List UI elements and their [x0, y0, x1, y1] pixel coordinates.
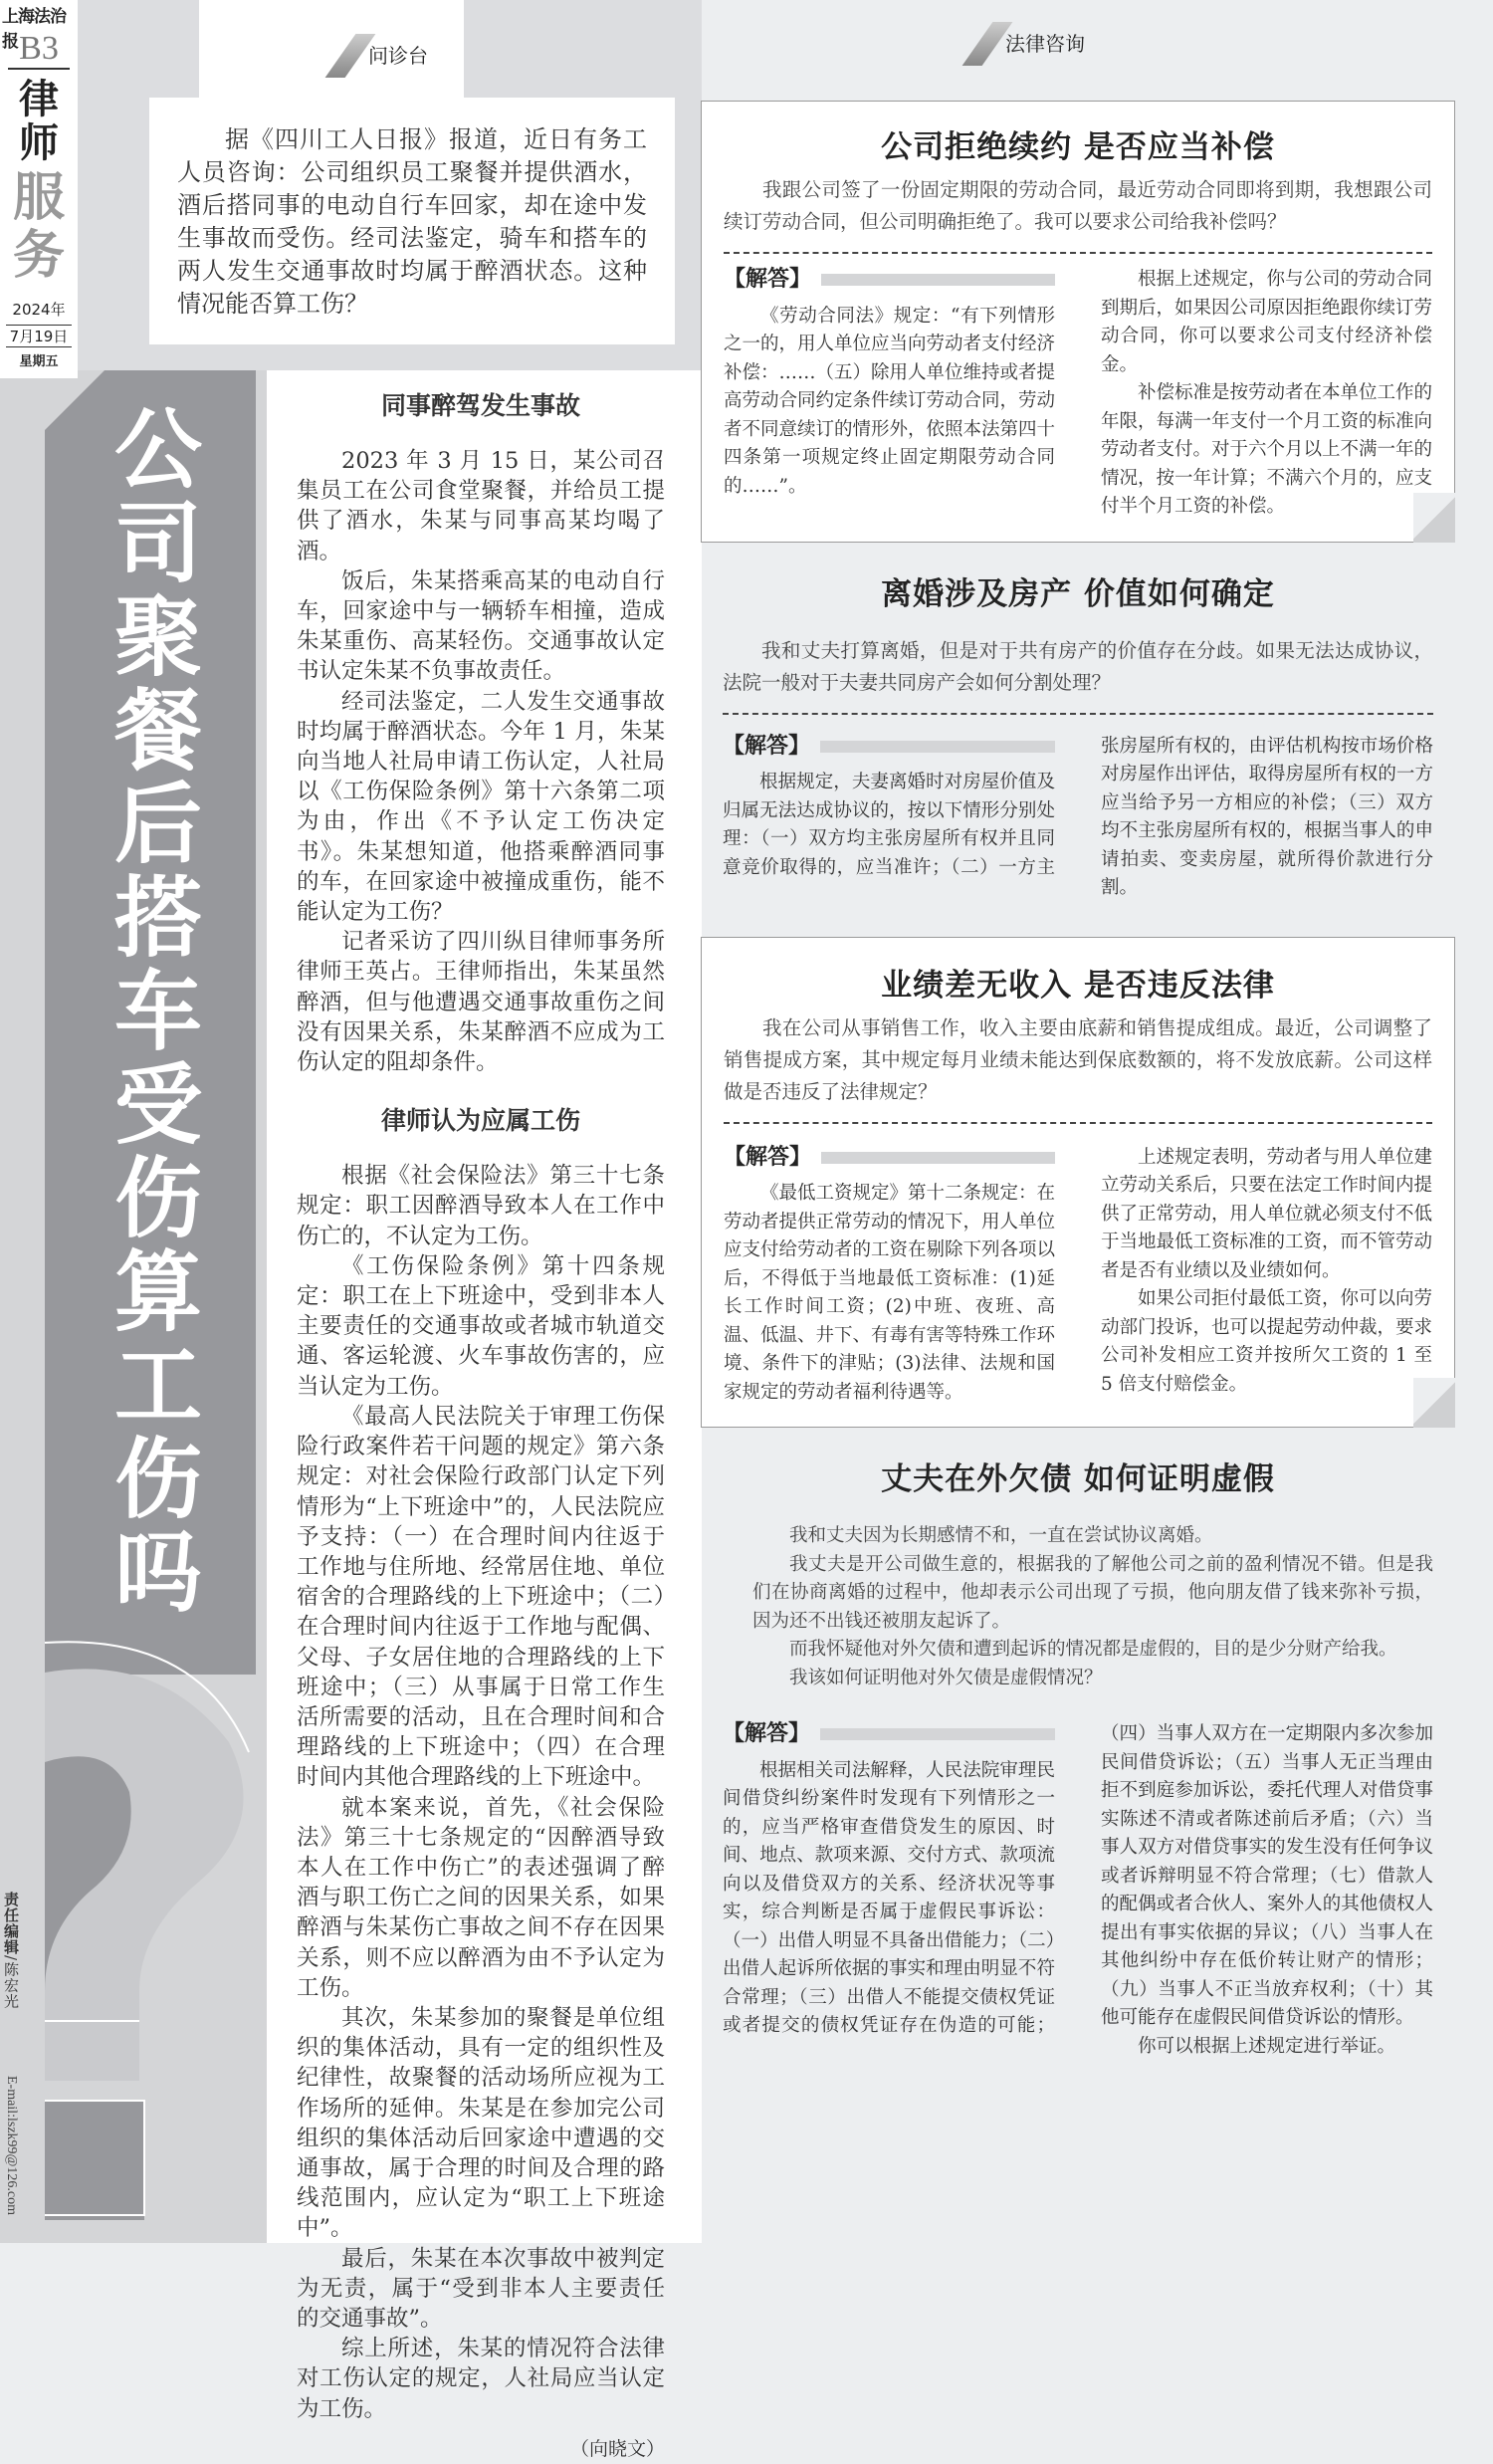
editor-email[interactable]: E-mail:lszk99@126.com	[4, 2076, 19, 2216]
paragraph: 就本案来说，首先，《社会保险法》第三十七条规定的“因醉酒导致本人在工作中伤亡”的表述强调了醉酒与职工伤亡之间的因果关系，如果醉酒与朱某伤亡事故之间不存在因果关系，则不应以醉酒为由不予认定为工伤。	[297, 1794, 665, 2001]
answer-header	[724, 1144, 1055, 1173]
paragraph: 而我怀疑他对外欠债和遭到起诉的情况都是虚假的，目的是少分财产给我。	[789, 1639, 1397, 1660]
answer-paragraphs	[724, 1144, 1432, 1408]
section-tag-consult	[1005, 28, 1085, 57]
paragraph: 我和丈夫打算离婚，但是对于共有房产的价值存在分歧。如果无法达成协议，法院一般对于夫妻共同房产会如何分割处理？	[723, 638, 1433, 694]
issue-date: 7月19日	[6, 325, 72, 347]
divider	[723, 713, 1433, 715]
main-headline: 公司聚餐后搭车受伤算工伤吗	[102, 403, 198, 1620]
section-tag-label: 法律咨询	[1005, 32, 1085, 56]
qa-question	[723, 635, 1433, 699]
qa-question	[724, 1012, 1432, 1108]
answer-paragraphs	[724, 266, 1432, 522]
masthead	[0, 0, 78, 378]
editor-label: 责任编辑	[2, 1892, 20, 1955]
qa-title: 业绩差无收入 是否违反法律	[881, 967, 1275, 1004]
section-title: 同事醉驾发生事故	[380, 391, 580, 420]
answer-bar	[820, 741, 1055, 753]
section-name-b: 服务	[12, 167, 65, 286]
section-tag-clinic	[368, 40, 428, 69]
paragraph: 《最高人民法院关于审理工伤保险行政案件若干问题的规定》第六条规定：对社会保险行政部门认定下列情形为“上下班途中”的，人民法院应予支持：（一）在合理时间内往返于工作地与住所地、经常居住地、单位宿舍的合理路线的上下班途中；（二）在合理时间内往返于工作地与配偶、父母、子女居住地的合理路线的上下班途中；（三）从事属于日常工作生活所需要的活动，且在合理时间和合理路线的上下班途中；（四）在合理时间内其他合理路线的上下班途中。	[297, 1403, 665, 1791]
answer-header	[724, 266, 1055, 295]
answer-header	[723, 1720, 1055, 1749]
qa-card	[701, 568, 1455, 913]
right-column	[701, 101, 1455, 2071]
page-fold-corner	[1413, 1378, 1455, 1428]
paragraph: 根据《社会保险法》第三十七条规定：职工因醉酒导致本人在工作中伤亡的，不认定为工伤。	[297, 1163, 665, 1249]
paragraph: 饭后，朱某搭乘高某的电动自行车，回家途中与一辆轿车相撞，造成朱某重伤、高某轻伤。交通事故认定书认定朱某不负事故责任。	[297, 567, 665, 685]
paragraph: 我和丈夫因为长期感情不和，一直在尝试协议离婚。	[789, 1525, 1213, 1546]
byline: （向晓文）	[569, 2437, 665, 2460]
answer-bar	[821, 274, 1055, 286]
paragraph: 综上所述，朱某的情况符合法律对工伤认定的规定，人社局应当认定为工伤。	[297, 2336, 665, 2422]
paragraph: 根据规定，夫妻离婚时对房屋价值及归属无法达成协议的，按以下情形分别处理：（一）双方均主张房屋所有权并且同意竞价取得的，应当准许；（二）一方主张房屋所有权的，由评估机构按市场价格对房屋作出评估，取得房屋所有权的一方应当给予另一方相应的补偿；（三）双方均不主张房屋所有权的，根据当事人的申请拍卖、变卖房屋，就所得价款进行分割。	[723, 735, 1433, 898]
paragraph: 经司法鉴定，二人发生交通事故时均属于醉酒状态。今年 1 月，朱某向当地人社局申请工伤认定，人社局以《工伤保险条例》第十六条第二项为由，作出《不予认定工伤决定书》。朱某想知道，他搭乘醉酒同事的车，在回家途中被撞成重伤，能不能认定为工伤？	[297, 688, 665, 926]
qa-answer	[723, 733, 1433, 903]
divider	[724, 252, 1432, 254]
paragraph: 我跟公司签了一份固定期限的劳动合同，最近劳动合同即将到期，我想跟公司续订劳动合同，但公司明确拒绝了。我可以要求公司给我补偿吗？	[724, 178, 1432, 233]
section-title: 律师认为应属工伤	[380, 1106, 580, 1136]
qa-answer	[723, 1720, 1433, 2061]
qa-card	[701, 101, 1455, 543]
answer-label: 【解答】	[724, 1144, 812, 1170]
paragraph: 《工伤保险条例》第十四条规定：职工在上下班途中，受到非本人主要责任的交通事故或者城市轨道交通、客运轮渡、火车事故伤害的，应当认定为工伤。	[297, 1252, 665, 1400]
qa-answer	[724, 1144, 1432, 1408]
qa-answer	[724, 266, 1432, 522]
qa-title: 公司拒绝续约 是否应当补偿	[881, 129, 1275, 165]
paragraph: 根据上述规定，你与公司的劳动合同到期后，如果因公司原因拒绝跟你续订劳动合同，你可以要求公司支付经济补偿金。	[1101, 269, 1433, 375]
middle-column	[297, 386, 665, 2464]
qa-title: 离婚涉及房产 价值如何确定	[881, 575, 1275, 612]
answer-bar	[820, 1728, 1055, 1740]
divider	[724, 1122, 1432, 1124]
paragraph: 根据相关司法解释，人民法院审理民间借贷纠纷案件时发现有下列情形之一的，应当严格审查借贷发生的原因、时间、地点、款项来源、交付方式、款项流向以及借贷双方的关系、经济状况等事实，综合判断是否属于虚假民事诉讼：（一）出借人明显不具备出借能力；（二）出借人起诉所依据的事实和理由明显不符合常理；（三）出借人不能提交债权凭证或者提交的债权凭证存在伪造的可能；（四）当事人双方在一定期限内多次参加民间借贷诉讼；（五）当事人无正当理由拒不到庭参加诉讼，委托代理人对借贷事实陈述不清或者陈述前后矛盾；（六）当事人双方对借贷事实的发生没有任何争议或者诉辩明显不符合常理；（七）借款人的配偶或者合伙人、案外人的其他债权人提出有事实依据的异议；（八）当事人在其他纠纷中存在低价转让财产的情形；（九）当事人不正当放弃权利；（十）其他可能存在虚假民间借贷诉讼的情形。	[723, 1723, 1433, 2036]
qa-title: 丈夫在外欠债 如何证明虚假	[881, 1461, 1275, 1497]
page-number: B3	[8, 30, 70, 70]
paragraph: 我在公司从事销售工作，收入主要由底薪和销售提成组成。最近，公司调整了销售提成方案，其中规定每月业绩未能达到保底数额的，将不发放底薪。公司这样做是否违反了法律规定？	[724, 1015, 1432, 1103]
answer-label: 【解答】	[723, 733, 811, 759]
qa-card	[701, 1454, 1455, 2071]
section-body	[297, 446, 665, 1077]
section-gap	[297, 1077, 665, 1101]
paragraph: 最后，朱某在本次事故中被判定为无责，属于“受到非本人主要责任的交通事故”。	[297, 2245, 665, 2332]
answer-header	[723, 733, 1055, 762]
intro-box: 据《四川工人日报》报道，近日有务工人员咨询：公司组织员工聚餐并提供酒水，酒后搭同事的电动自行车回家，却在途中发生事故而受伤。经司法鉴定，骑车和搭车的两人发生交通事故时均属于醉酒状态。这种情况能否算工伤？	[149, 98, 675, 344]
paragraph: 我丈夫是开公司做生意的，根据我的了解他公司之前的盈利情况不错。但是我们在协商离婚的过程中，他却表示公司出现了亏损，他向朋友借了钱来弥补亏损，因为还不出钱还被朋友起诉了。	[752, 1553, 1433, 1632]
editor-name: /陈宏光	[2, 1955, 20, 2010]
paragraph: 《最低工资规定》第十二条规定：在劳动者提供正常劳动的情况下，用人单位应支付给劳动者的工资在剔除下列各项以后，不得低于当地最低工资标准：(1)延长工作时间工资；(2)中班、夜班、高温、低温、井下、有毒有害等特殊工作环境、条件下的津贴；(3)法律、法规和国家规定的劳动者福利待遇等。	[724, 1183, 1056, 1403]
editor-credit	[1, 1892, 22, 2009]
newspaper-logo: 上海法治报	[2, 7, 66, 52]
answer-bar	[821, 1152, 1055, 1164]
paragraph: 补偿标准是按劳动者在本单位工作的年限，每满一年支付一个月工资的标准向劳动者支付。对于六个月以上不满一年的情况，按一年计算；不满六个月的，应支付半个月工资的补偿。	[1101, 382, 1433, 517]
paragraph: 如果公司拒付最低工资，你可以向劳动部门投诉，也可以提起劳动仲裁，要求公司补发相应工资并按所欠工资的 1 至 5 倍支付赔偿金。	[1101, 1288, 1433, 1395]
answer-label: 【解答】	[723, 1721, 811, 1746]
qa-question	[723, 1522, 1433, 1692]
question-mark-graphic	[0, 1633, 269, 2243]
section-name-a: 律师	[19, 77, 59, 166]
paragraph: 你可以根据上述规定进行举证。	[1138, 2035, 1396, 2057]
paragraph: 记者采访了四川纵目律师事务所律师王英占。王律师指出，朱某虽然醉酒，但与他遭遇交通事故重伤之间没有因果关系，朱某醉酒不应成为工伤认定的阻却条件。	[297, 929, 665, 1076]
issue-year: 2024年	[12, 301, 66, 319]
paragraph: 2023 年 3 月 15 日，某公司召集员工在公司食堂聚餐，并给员工提供了酒水，朱某与同事高某均喝了酒。	[297, 448, 665, 564]
paragraph: 我该如何证明他对外欠债是虚假情况？	[789, 1667, 1103, 1688]
paragraph: 上述规定表明，劳动者与用人单位建立劳动关系后，只要在法定工作时间内提供了正常劳动，用人单位就必须支付不低于当地最低工资标准的工资，而不管劳动者是否有业绩以及业绩如何。	[1101, 1146, 1433, 1281]
page-fold-corner	[1413, 493, 1455, 543]
answer-paragraphs	[723, 1720, 1433, 2061]
qa-question	[724, 174, 1432, 238]
issue-weekday: 星期五	[19, 354, 59, 369]
paragraph: 其次，朱某参加的聚餐是单位组织的集体活动，具有一定的组织性及纪律性，故聚餐的活动场所应视为工作场所的延伸。朱某是在参加完公司组织的集体活动后回家途中遭遇的交通事故，属于合理的时间及合理的路线范围内，应认定为“职工上下班途中”。	[297, 2004, 665, 2242]
paragraph: 《劳动合同法》规定：“有下列情形之一的，用人单位应当向劳动者支付经济补偿：……（五）除用人单位维持或者提高劳动合同约定条件续订劳动合同，劳动者不同意续订的情形外，依照本法第四十四条第一项规定终止固定期限劳动合同的……”。	[724, 305, 1056, 497]
answer-label: 【解答】	[724, 267, 812, 292]
qa-card	[701, 937, 1455, 1429]
section-body	[297, 1161, 665, 2424]
section-tag-label: 问诊台	[368, 44, 428, 68]
